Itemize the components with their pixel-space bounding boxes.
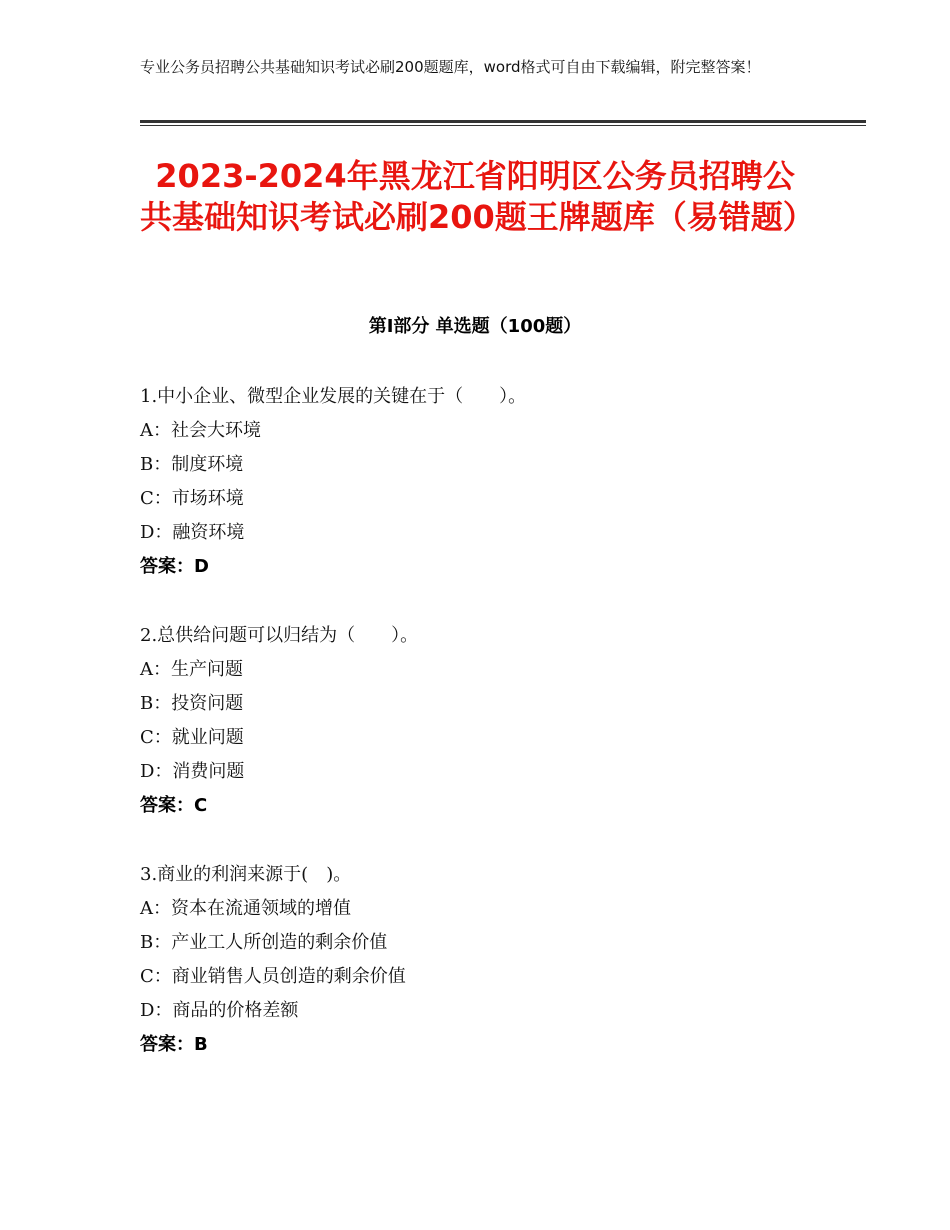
option-a: A：资本在流通领域的增值 [140,898,351,919]
answer: 答案：B [140,1034,208,1055]
document-title: 2023-2024年黑龙江省阳明区公务员招聘公共基础知识考试必刷200题王牌题库（易错题） [140,157,815,236]
option-a: A：生产问题 [140,659,243,680]
header-rule-thick [140,120,866,123]
question-stem: 3.商业的利润来源于( )。 [140,864,352,885]
question-2 [140,619,840,823]
option-a: A：社会大环境 [140,420,261,441]
option-b: B：制度环境 [140,454,244,475]
question-list [140,380,840,1097]
option-c: C：就业问题 [140,727,244,748]
answer: 答案：C [140,795,208,816]
option-b: B：产业工人所创造的剩余价值 [140,932,388,953]
option-c: C：市场环境 [140,488,244,509]
question-1 [140,380,840,584]
question-stem: 2.总供给问题可以归结为（ ）。 [140,625,419,646]
question-stem: 1.中小企业、微型企业发展的关键在于（ ）。 [140,386,527,407]
header-rule-thin [140,125,866,126]
header-note: 专业公务员招聘公共基础知识考试必刷200题题库，word格式可自由下载编辑，附完整答案！ [140,58,761,76]
option-b: B：投资问题 [140,693,244,714]
option-c: C：商业销售人员创造的剩余价值 [140,966,406,987]
answer: 答案：D [140,556,209,577]
section-title: 第Ⅰ部分 单选题（100题） [368,316,582,337]
option-d: D：融资环境 [140,522,245,543]
option-d: D：消费问题 [140,761,245,782]
question-3 [140,858,840,1062]
option-d: D：商品的价格差额 [140,1000,299,1021]
